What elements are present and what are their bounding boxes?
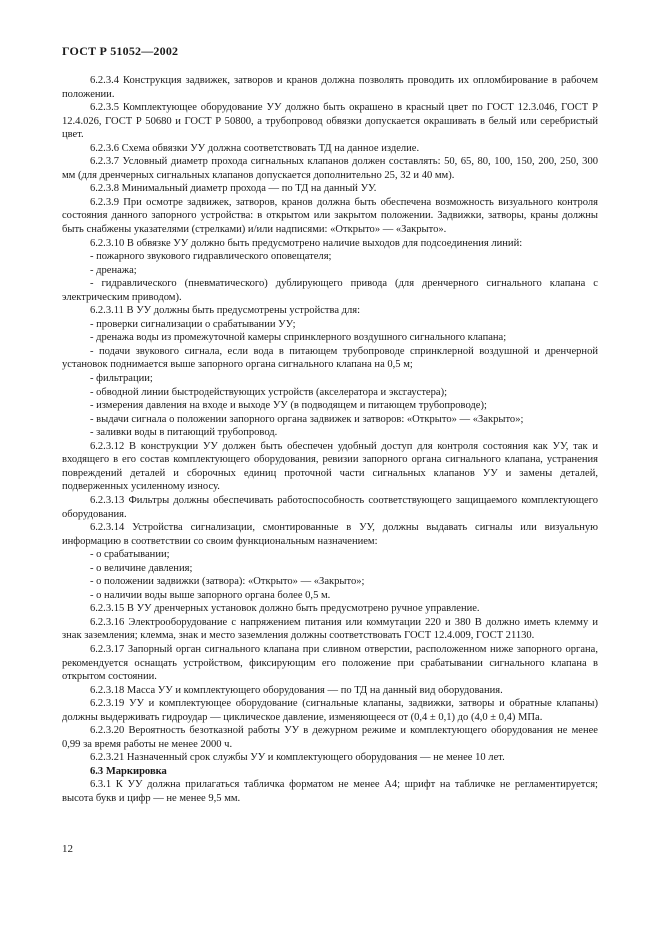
list-item: - выдачи сигнала о положении запорного органа задвижек и затворов: «Открыто» — «Закрыто»; bbox=[90, 413, 524, 425]
clause-paragraph: 6.2.3.12 В конструкции УУ должен быть обеспечен удобный доступ для контроля состояния как УУ, так и входящего в его состав комплектующего оборудования, ревизии запорного органа сигнального клапана, устранения повреждений деталей и сборочных единиц проточной части сигнальных клапанов УУ и замены деталей, подверженных усиленному износу. bbox=[62, 440, 598, 493]
list-item: - о срабатывании; bbox=[90, 549, 170, 561]
clause-paragraph: 6.2.3.8 Минимальный диаметр прохода — по ТД на данный УУ. bbox=[90, 183, 377, 195]
clause-paragraph: 6.2.3.11 В УУ должны быть предусмотрены устройства для: bbox=[90, 305, 361, 317]
clause-paragraph: 6.2.3.18 Масса УУ и комплектующего оборудования — по ТД на данный вид оборудования. bbox=[90, 684, 503, 696]
clause-paragraph: 6.2.3.19 УУ и комплектующее оборудование (сигнальные клапаны, задвижки, затворы и обратные клапаны) должны выдерживать гидроудар — циклическое давление, изменяющееся от (0,4 ± 0,1) до (4,0 ± 0,4) МПа. bbox=[62, 698, 598, 723]
list-item: - подачи звукового сигнала, если вода в питающем трубопроводе спринклерной воздушной и дренчерной установок поднимается выше запорного органа сигнального клапана на 0,5 м; bbox=[62, 345, 598, 371]
page-number: 12 bbox=[62, 843, 73, 855]
clause-paragraph: 6.2.3.5 Комплектующее оборудование УУ должно быть окрашено в красный цвет по ГОСТ 12.3.046, ГОСТ Р 12.4.026, ГОСТ Р 50680 и ГОСТ Р 50800, а трубопровод обвязки допускается окрашивать в белый или серебристый цвет. bbox=[62, 102, 598, 141]
list-item: - обводной линии быстродействующих устройств (акселератора и эксгаустера); bbox=[90, 386, 448, 398]
list-item: - дренажа; bbox=[90, 264, 137, 276]
clause-paragraph: 6.3.1 К УУ должна прилагаться табличка форматом не менее А4; шрифт на табличке не регламентируется; высота букв и цифр — не менее 9,5 мм. bbox=[62, 779, 598, 804]
list-item: - пожарного звукового гидравлического оповещателя; bbox=[90, 251, 332, 263]
clause-paragraph: 6.2.3.20 Вероятность безотказной работы УУ в дежурном режиме и комплектующего оборудования не менее 0,99 за время работы не менее 2000 ч. bbox=[62, 725, 598, 750]
list-item: - фильтрации; bbox=[90, 373, 153, 385]
list-item: - заливки воды в питающий трубопровод. bbox=[90, 427, 278, 439]
clause-paragraph: 6.2.3.4 Конструкция задвижек, затворов и кранов должна позволять проводить их опломбирование в рабочем положении. bbox=[62, 75, 598, 100]
list-item: - гидравлического (пневматического) дублирующего привода (для дренчерного сигнального клапана с электрическим приводом). bbox=[62, 278, 598, 303]
clause-paragraph: 6.2.3.15 В УУ дренчерных установок должно быть предусмотрено ручное управление. bbox=[90, 603, 480, 615]
list-item: - дренажа воды из промежуточной камеры спринклерного воздушного сигнального клапана; bbox=[90, 332, 507, 344]
document-code-header: ГОСТ Р 51052—2002 bbox=[62, 44, 179, 58]
clause-paragraph: 6.2.3.9 При осмотре задвижек, затворов, кранов должна быть обеспечена возможность визуального контроля состояния данного запорного устройства: в открытом или закрытом положении. Задвижки, затворы, краны должны быть снабжены указателями (стрелками) и/или надписями: «Открыто» — «Закрыто». bbox=[62, 196, 598, 236]
clause-paragraph: 6.2.3.10 В обвязке УУ должно быть предусмотрено наличие выходов для подсоединения линий: bbox=[90, 237, 523, 249]
section-heading: 6.3 Маркировка bbox=[90, 765, 167, 777]
clause-paragraph: 6.2.3.6 Схема обвязки УУ должна соответствовать ТД на данное изделие. bbox=[90, 142, 420, 154]
clause-paragraph: 6.2.3.16 Электрооборудование с напряжением питания или коммутации 220 и 380 В должно иметь клемму и знак заземления; клемма, знак и место заземления должны соответствовать ГОСТ 12.4.009, ГОСТ 21130. bbox=[62, 616, 598, 642]
list-item: - проверки сигнализации о срабатывании УУ; bbox=[90, 318, 296, 330]
clause-paragraph: 6.2.3.21 Назначенный срок службы УУ и комплектующего оборудования — не менее 10 лет. bbox=[90, 752, 505, 764]
clause-paragraph: 6.2.3.7 Условный диаметр прохода сигнальных клапанов должен составлять: 50, 65, 80, 100, 150, 200, 250, 300 мм (для дренчерных сигнальных клапанов допускается дополнительно 25, 32 и 40 мм). bbox=[62, 156, 598, 181]
list-item: - о положении задвижки (затвора): «Открыто» — «Закрыто»; bbox=[90, 576, 365, 588]
list-item: - о наличии воды выше запорного органа более 0,5 м. bbox=[90, 589, 331, 601]
document-body bbox=[62, 74, 598, 806]
clause-paragraph: 6.2.3.17 Запорный орган сигнального клапана при сливном отверстии, расположенном ниже запорного органа, рекомендуется оснащать устройством, фиксирующим его положение при срабатывании сигнального клапана в открытом состоянии. bbox=[62, 643, 598, 683]
list-item: - о величине давления; bbox=[90, 562, 193, 574]
list-item: - измерения давления на входе и выходе УУ (в подводящем и питающем трубопроводе); bbox=[90, 400, 487, 412]
clause-paragraph: 6.2.3.13 Фильтры должны обеспечивать работоспособность соответствующего защищаемого комплектующего оборудования. bbox=[62, 494, 598, 520]
clause-paragraph: 6.2.3.14 Устройства сигнализации, смонтированные в УУ, должны выдавать сигналы или визуальную информацию в соответствии со своим функциональным назначением: bbox=[62, 522, 598, 547]
